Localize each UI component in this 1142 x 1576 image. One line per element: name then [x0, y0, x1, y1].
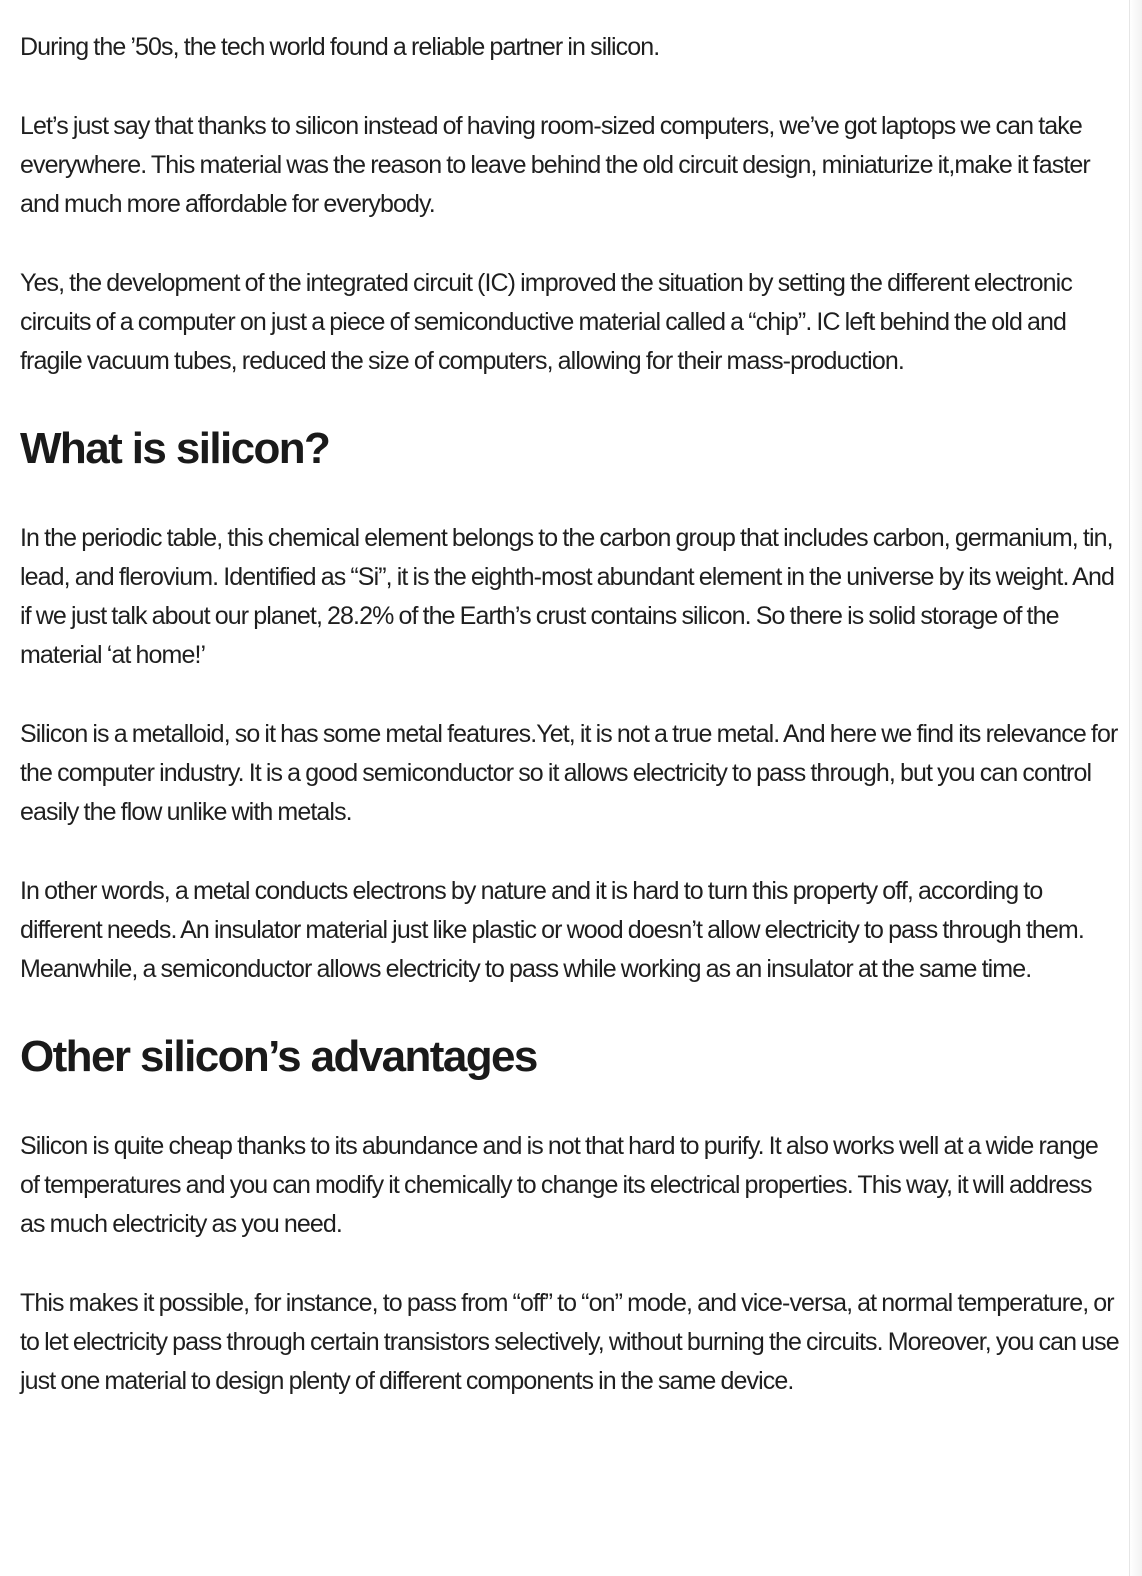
paragraph-intro-3: Yes, the development of the integrated circuit (IC) improved the situation by setting the different electronic circuits of a computer on just a piece of semiconductive material called a “chip”. IC left behind the old and fragile vacuum tubes, reduced the size of computers, allowing for their mass-production.: [20, 269, 1072, 375]
paragraph-intro-2: Let’s just say that thanks to silicon instead of having room-sized computers, we’ve got laptops we can take everywhere. This material was the reason to leave behind the old circuit design, miniaturize it,make it faster and much more affordable for everybody.: [20, 112, 1090, 218]
paragraph-section1-1: In the periodic table, this chemical element belongs to the carbon group that includes carbon, germanium, tin, lead, and flerovium. Identified as “Si”, it is the eighth-most abundant element in the universe by its weight. And if we just talk about our planet, 28.2% of the Earth’s crust contains silicon. So there is solid storage of the material ‘at home!’: [20, 524, 1114, 669]
paragraph-section2-2: This makes it possible, for instance, to pass from “off” to “on” mode, and vice-versa, at normal temperature, or to let electricity pass through certain transistors selectively, without burning the circuits. Moreover, you can use just one material to design plenty of different components in the same device.: [20, 1289, 1119, 1395]
paragraph-section1-2: Silicon is a metalloid, so it has some metal features.Yet, it is not a true metal. And here we find its relevance for the computer industry. It is a good semiconductor so it allows electricity to pass through, but you can control easily the flow unlike with metals.: [20, 720, 1118, 826]
article-body: [20, 28, 1120, 1441]
paragraph-section1-3: In other words, a metal conducts electrons by nature and it is hard to turn this property off, according to different needs. An insulator material just like plastic or wood doesn’t allow electricity to pass through them. Meanwhile, a semiconductor allows electricity to pass while working as an insulator at the same time.: [20, 877, 1084, 983]
heading-other-advantages: Other silicon’s advantages: [20, 1032, 537, 1081]
page-edge-scroll-area: [1129, 0, 1142, 1576]
paragraph-section2-1: Silicon is quite cheap thanks to its abundance and is not that hard to purify. It also works well at a wide range of temperatures and you can modify it chemically to change its electrical properties. This way, it will address as much electricity as you need.: [20, 1132, 1098, 1238]
paragraph-intro-1: During the ’50s, the tech world found a reliable partner in silicon.: [20, 33, 660, 61]
heading-what-is-silicon: What is silicon?: [20, 424, 330, 473]
